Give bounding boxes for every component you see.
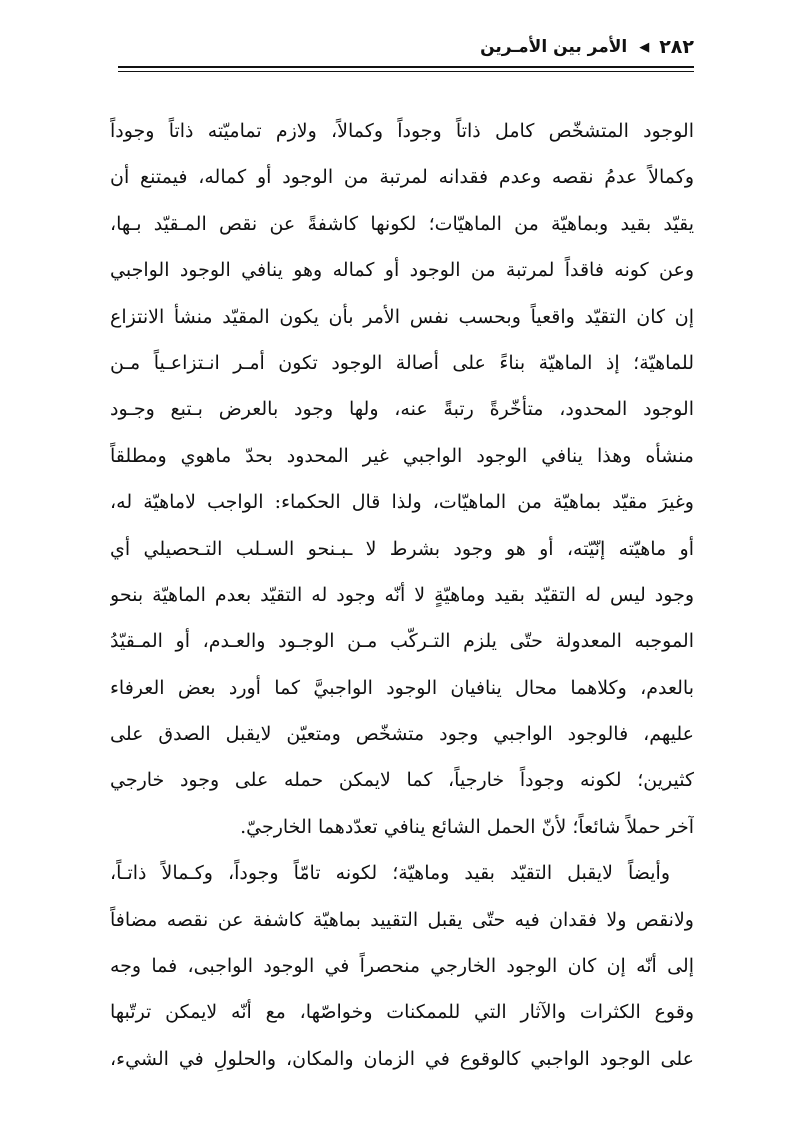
text-line: ولانقص ولا فقدان فيه حتّى يقبل التقييد بماهيّة كاشفة عن نقصه مضافاً [110, 908, 694, 931]
text-line: الموجبه المعدولة حتّى يلزم التـركّب مـن الوجـود والعـدم، أو المـقيّدُ [110, 630, 694, 653]
text-line: للماهيّة؛ إذ الماهيّة بناءً على أصالة الوجود تكون أمـر انـتزاعـياً مـن [110, 351, 694, 374]
text-line: أو ماهيّته إنّيّته، أو هو وجود بشرط لا ـبـنحو السـلب التـحصيلي أي [110, 537, 694, 560]
paragraph-2 [110, 850, 694, 1082]
header-rule-thick [118, 66, 694, 68]
text-line: الوجود المتشخّص كامل ذاتاً وجوداً وكمالاً، ولازم تماميّته ذاتاً وجوداً [110, 120, 694, 142]
running-header [118, 30, 694, 64]
body-text [110, 108, 694, 1082]
text-line: وقوع الكثرات والآثار التي للممكنات وخواصّها، مع أنّه لايمكن ترتّبها [110, 1001, 694, 1024]
paragraph-1 [110, 108, 694, 850]
text-line: عليهم، فالوجود الواجبي وجود متشخّص ومتعيّن لايقبل الصدق على [110, 723, 694, 746]
text-line: إن كان التقيّد واقعياً وبحسب نفس الأمر بأن يكون المقيّد منشأ الانتزاع [110, 305, 694, 328]
header-title: الأمر بين الأمـرين [480, 37, 628, 57]
text-line: وعن كونه فاقداً لمرتبة من الوجود أو كماله وهو ينافي الوجود الواجبي [110, 259, 694, 282]
text-line: وغيرَ مقيّد بماهيّة من الماهيّات، ولذا قال الحكماء: الواجب لاماهيّة له، [110, 491, 694, 514]
header-arrow-icon: ◀ [639, 39, 650, 55]
text-line: كثيرين؛ لكونه وجوداً خارجياً، كما لايمكن حمله على وجود خارجي [110, 769, 694, 792]
header-rule-thin [118, 71, 694, 72]
text-line: وأيضاً لايقبل التقيّد بقيد وماهيّة؛ لكونه تامّاً وجوداً، وكـمالاً ذاتـاً، [110, 862, 670, 885]
text-line: على الوجود الواجبي كالوقوع في الزمان والمكان، والحلولِ في الشيء، [110, 1047, 694, 1070]
text-line: بالعدم، وكلاهما محال ينافيان الوجود الواجبيَّ كما أورد بعض العرفاء [110, 676, 694, 699]
text-line: آخر حملاً شائعاً؛ لأنّ الحمل الشائع ينافي تعدّدهما الخارجيّ. [240, 815, 694, 838]
text-line: وكمالاً عدمُ نقصه وعدم فقدانه لمرتبة من الوجود أو كماله، فيمتنع أن [110, 166, 694, 189]
text-line: إلى أنّه إن كان الوجود الخارجي منحصراً في الوجود الواجبى، فما وجه [110, 955, 694, 978]
text-line: وجود ليس له التقيّد بقيد وماهيّةٍ لا أنّه وجود له التقيّد بعدم الماهيّة بنحو [110, 583, 694, 606]
text-line: منشأه وهذا ينافي الوجود الواجبي غير المحدود بحدّ ماهوي ومطلقاً [110, 444, 694, 467]
page-number: ٢٨٢ [659, 36, 694, 58]
text-line: الوجود المحدود، متأخّرةً رتبةً عنه، ولها وجود بالعرض بـتبع وجـود [110, 398, 694, 421]
text-line: يقيّد بقيد وبماهيّة من الماهيّات؛ لكونها كاشفةً عن نقص المـقيّد بـها، [110, 212, 694, 235]
